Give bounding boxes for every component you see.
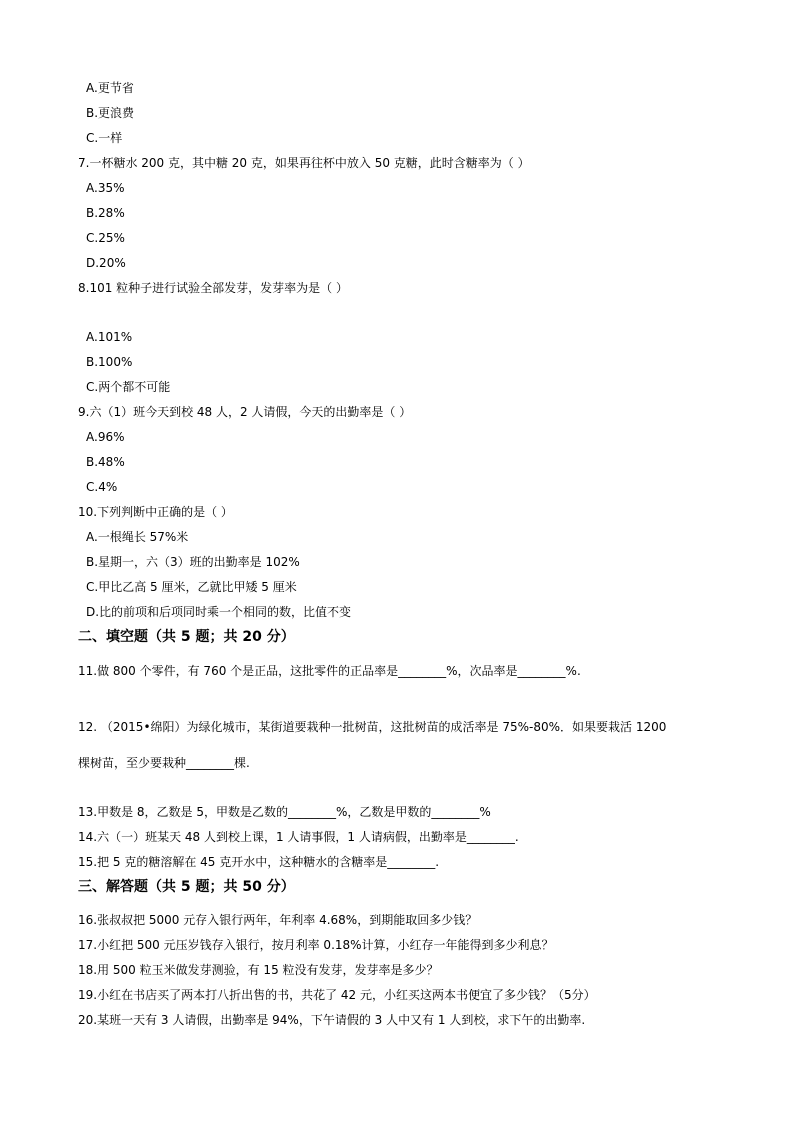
q8-option-c: C.两个都不可能	[86, 380, 171, 394]
q7-stem: 7.一杯糖水 200 克，其中糖 20 克，如果再往杯中放入 50 克糖，此时含糖率为（ ）	[78, 156, 530, 170]
q7-option-a: A.35%	[86, 181, 125, 195]
q7-option-d: D.20%	[86, 256, 126, 270]
q6-option-c: C.一样	[86, 131, 123, 145]
q10-option-b: B.星期一，六（3）班的出勤率是 102%	[86, 555, 300, 569]
q7-option-b: B.28%	[86, 206, 125, 220]
q8-stem: 8.101 粒种子进行试验全部发芽，发芽率为是（ ）	[78, 281, 348, 295]
q6-option-b: B.更浪费	[86, 106, 135, 120]
q10-option-a: A.一根绳长 57%米	[86, 530, 189, 544]
q10-option-d: D.比的前项和后项同时乘一个相同的数，比值不变	[86, 605, 352, 619]
q15-text: 15.把 5 克的糖溶解在 45 克开水中，这种糖水的含糖率是________.	[78, 855, 440, 869]
q11-text: 11.做 800 个零件，有 760 个是正品，这批零件的正品率是________%，次品率是________%.	[78, 664, 581, 678]
q17-text: 17.小红把 500 元压岁钱存入银行，按月利率 0.18%计算，小红存一年能得到多少利息？	[78, 938, 554, 952]
q8-option-a: A.101%	[86, 330, 133, 344]
q9-option-a: A.96%	[86, 430, 125, 444]
q8-option-b: B.100%	[86, 355, 133, 369]
q16-text: 16.张叔叔把 5000 元存入银行两年，年利率 4.68%，到期能取回多少钱？	[78, 913, 478, 927]
q6-option-a: A.更节省	[86, 81, 134, 95]
q12-text-line2: 棵树苗，至少要栽种________棵.	[78, 756, 250, 770]
q12-text-line1: 12. （2015•绵阳）为绿化城市，某街道要栽种一批树苗，这批树苗的成活率是 75%-80%．如果要栽活 1200	[78, 720, 667, 734]
q7-option-c: C.25%	[86, 231, 125, 245]
q19-text: 19.小红在书店买了两本打八折出售的书，共花了 42 元，小红买这两本书便宜了多少钱？（5分）	[78, 988, 596, 1002]
q18-text: 18.用 500 粒玉米做发芽测验，有 15 粒没有发芽，发芽率是多少？	[78, 963, 439, 977]
section-heading-fill-in: 二、填空题（共 5 题；共 20 分）	[78, 629, 295, 645]
q14-text: 14.六（一）班某天 48 人到校上课，1 人请事假，1 人请病假，出勤率是________.	[78, 830, 519, 844]
q10-option-c: C.甲比乙高 5 厘米，乙就比甲矮 5 厘米	[86, 580, 297, 594]
q9-option-c: C.4%	[86, 480, 118, 494]
q20-text: 20.某班一天有 3 人请假，出勤率是 94%，下午请假的 3 人中又有 1 人到校，求下午的出勤率.	[78, 1013, 586, 1027]
q9-stem: 9.六（1）班今天到校 48 人，2 人请假，今天的出勤率是（ ）	[78, 405, 412, 419]
q9-option-b: B.48%	[86, 455, 125, 469]
section-heading-answer: 三、解答题（共 5 题；共 50 分）	[78, 879, 295, 895]
q13-text: 13.甲数是 8，乙数是 5，甲数是乙数的________%，乙数是甲数的________%	[78, 805, 491, 819]
q10-stem: 10.下列判断中正确的是（ ）	[78, 505, 233, 519]
